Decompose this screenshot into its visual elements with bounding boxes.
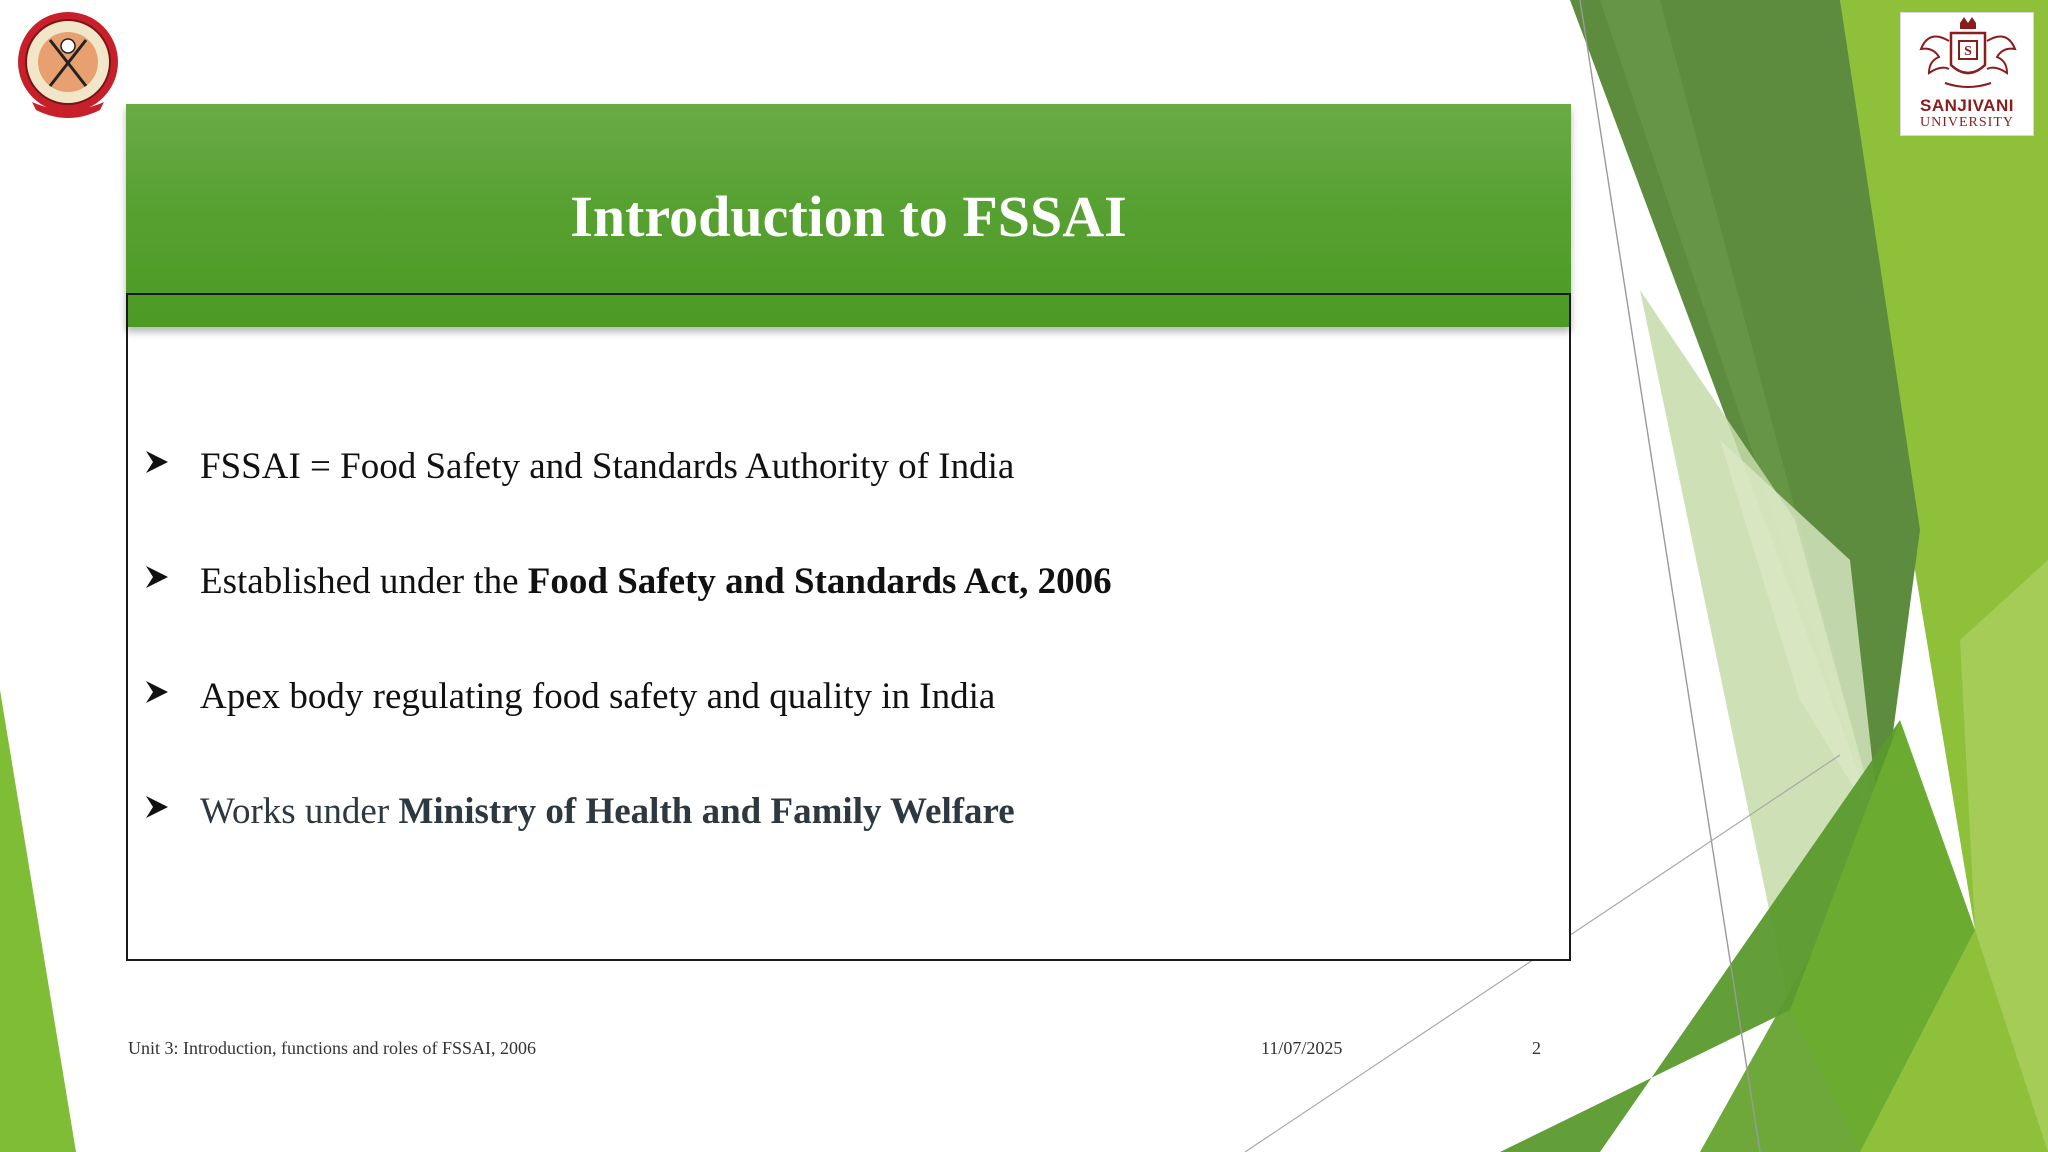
bullet-item <box>144 675 1544 790</box>
banner-edge-left <box>126 293 128 327</box>
university-name-line2: UNIVERSITY <box>1920 115 2014 130</box>
left-green-wedge <box>0 690 76 1152</box>
svg-text:S: S <box>1964 44 1972 59</box>
footer-course-title: Unit 3: Introduction, functions and roles of FSSAI, 2006 <box>128 1038 536 1058</box>
bullet-text: Established under the Food Safety and Standards Act, 2006 <box>200 561 1112 602</box>
bullet-text: Works under Ministry of Health and Family Welfare <box>200 791 1015 832</box>
arrow-bullet-icon <box>144 679 170 705</box>
university-name-line1: SANJIVANI <box>1920 96 2014 115</box>
college-seal-icon <box>10 10 126 126</box>
college-logo <box>10 10 126 126</box>
arrow-bullet-icon <box>144 794 170 820</box>
slide-title: Introduction to FSSAI <box>570 184 1127 249</box>
banner-divider <box>126 293 1571 295</box>
footer-date: 11/07/2025 <box>1261 1038 1343 1058</box>
title-banner <box>126 104 1571 327</box>
bullet-item <box>144 560 1544 675</box>
bullet-text: FSSAI = Food Safety and Standards Authority of India <box>200 446 1015 487</box>
university-logo <box>1900 12 2034 136</box>
university-crest-icon <box>1915 17 2021 97</box>
arrow-bullet-icon <box>144 449 170 475</box>
bullet-text: Apex body regulating food safety and quality in India <box>200 676 996 717</box>
banner-edge-right <box>1569 293 1571 327</box>
bullet-item <box>144 790 1544 905</box>
bullet-list <box>144 445 1544 905</box>
footer-page-number: 2 <box>1532 1038 1541 1058</box>
bullet-item <box>144 445 1544 560</box>
arrow-bullet-icon <box>144 564 170 590</box>
